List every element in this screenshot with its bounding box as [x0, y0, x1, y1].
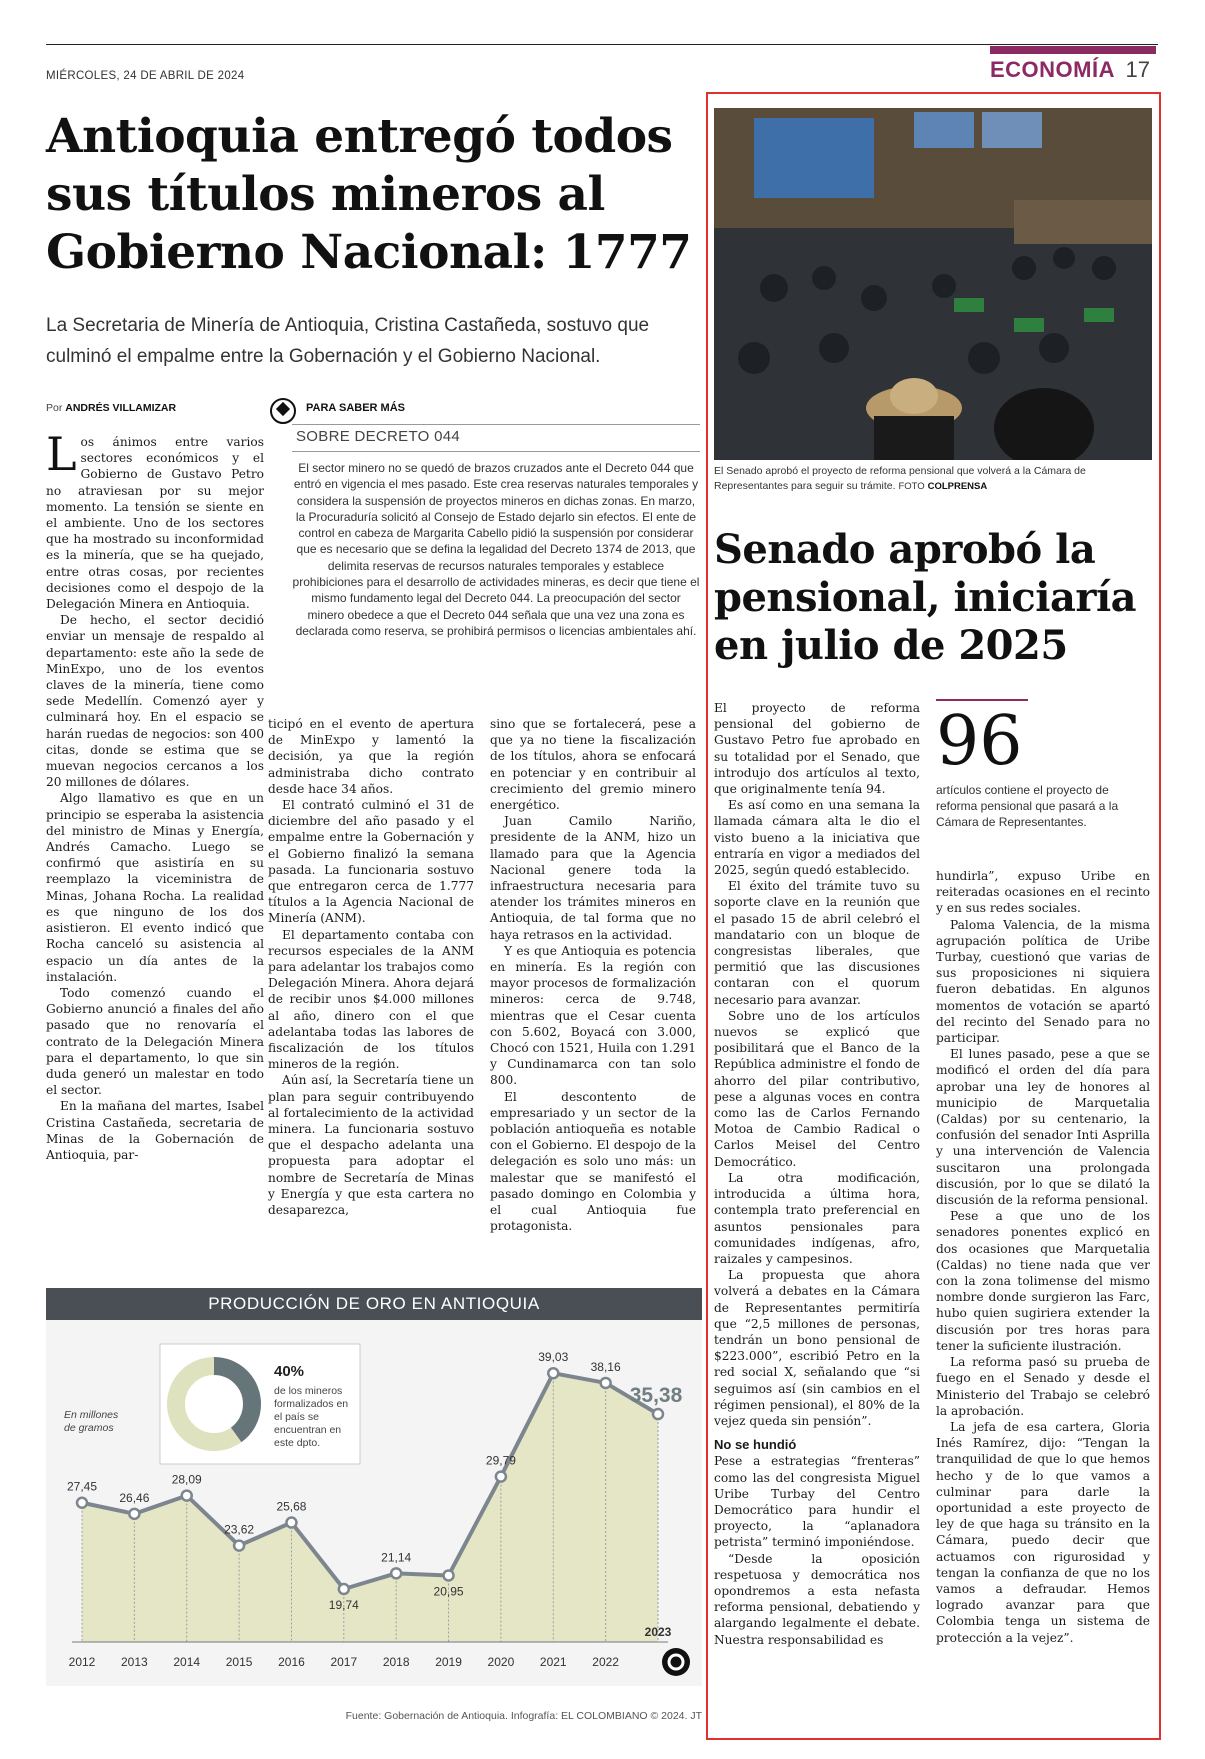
photo-credit: COLPRENSA: [927, 481, 988, 492]
subhead: No se hundió: [714, 1437, 797, 1453]
donut-text: formalizados en: [274, 1398, 349, 1410]
paragraph: La propuesta que ahora volverá a debates en la Cámara de Representantes permitiría que “2,5 millones de personas, tendrán un bono pensional de $223.000”, escribió Petro en la red social X, señalando que “si seguimos así (sin cambios en el régimen pensional), el 80% de la vejez queda sin pensión”.: [714, 1268, 920, 1428]
donut-text: este dpto.: [274, 1437, 321, 1449]
paragraph: hundirla”, expuso Uribe en reiteradas ocasiones en el recinto y en sus redes sociales.: [936, 869, 1150, 916]
x-tick-label: 2021: [539, 1655, 567, 1669]
paragraph: El proyecto de reforma pensional del gobierno de Gustavo Petro fue aprobado en su totalidad por el Senado, que introdujo dos artículos al texto, que originalmente tenía 94.: [714, 701, 920, 797]
data-label: 27,45: [66, 1479, 98, 1494]
data-label: 23,62: [224, 1522, 255, 1537]
data-label: 25,68: [276, 1499, 307, 1514]
data-label: 39,03: [538, 1350, 569, 1365]
side-column-2: [936, 868, 1150, 1646]
paragraph: El departamento contaba con recursos especiales de la ANM para adelantar los trabajos como Delegación Minera. Ahora dejará de recibir unos $4.000 millones al año, dinero con el que adelantaba todas las labores de fiscalización de los títulos mineros de la región.: [268, 927, 474, 1072]
data-label: 26,46: [119, 1490, 150, 1505]
data-point: [548, 1368, 558, 1378]
main-column-2: [268, 716, 474, 1218]
side-headline: Senado aprobó la pensional, iniciaría en julio de 2025: [714, 526, 1137, 669]
data-point: [234, 1541, 244, 1551]
publication-logo: [662, 1648, 690, 1676]
data-point: [286, 1518, 296, 1528]
main-headline: Antioquia entregó todos sus títulos mineros al Gobierno Nacional: 1777: [46, 109, 692, 280]
paragraph: Los ánimos entre varios sectores económicos y el Gobierno de Gustavo Petro no atraviesan por su mejor momento. La tensión se siente en el ambiente. Uno de los sectores que ha mostrado su inconformidad es la minería, que se ha quejado, entre otras cosas, por recientes decisiones como el despojo de la Delegación Minera en Antioquia.: [46, 427, 264, 612]
gold-production-chart: [46, 1288, 702, 1686]
paragraph: Es así como en una semana la llamada cámara alta le dio el visto bueno a la iniciativa que entraría en vigor a mediados del 2025, según quedó establecido.: [714, 798, 920, 878]
info-box-label: PARA SABER MÁS: [306, 402, 406, 414]
paragraph: El descontento de empresariado y un sector de la población antioqueña es notable con el Gobierno. El despojo de la delegación es solo uno más: un malestar que se manifestó el pasado domingo en Colombia y el cual Antioquia fue protagonista.: [490, 1089, 696, 1234]
paragraph: sino que se fortalecerá, pese a que ya no tiene la fiscalización de los títulos, ahora se enfocará en potenciar y en contribuir al crecimiento del gremio minero energético.: [490, 717, 696, 813]
paragraph: ticipó en el evento de apertura de MinExpo y lamentó la decisión, ya que la región administraba dicho contrato desde hace 34 años.: [268, 717, 474, 796]
data-label: 21,14: [381, 1550, 412, 1565]
paragraph: Todo comenzó cuando el Gobierno anunció a finales del año pasado que no renovaría el contrato de la Delegación Minera para el departamento, lo que sin duda generó un malestar en todo el sector.: [46, 985, 264, 1098]
section-accent-bar: [990, 46, 1156, 54]
section-header: [990, 46, 1156, 83]
x-tick-label: 2013: [121, 1655, 148, 1669]
paragraph: Juan Camilo Nariño, presidente de la ANM, hizo un llamado para que la Agencia Nacional genere toda la infraestructura necesaria para atender los trámites mineros en Antioquia, de tal forma que no haya retrasos en la actividad.: [490, 814, 696, 942]
data-point: [182, 1491, 192, 1501]
page-number: 17: [1125, 57, 1150, 82]
byline-author: ANDRÉS VILLAMIZAR: [65, 402, 177, 414]
paragraph: Paloma Valencia, de la misma agrupación política de Uribe Turbay, cuestionó que varias de sus proposiciones ni siquiera fueron debatidas. En algunos momentos de votación se apartó del recinto del Senado para no participar.: [936, 917, 1150, 1046]
data-point: [391, 1568, 401, 1578]
info-box-rule: [292, 424, 700, 425]
byline-prefix: Por: [46, 402, 63, 414]
photo-credit-prefix: FOTO: [898, 481, 925, 492]
paragraph: Aún así, la Secretaría tiene un plan para seguir contribuyendo al fortalecimiento de la actividad minera. La funcionaria sostuvo que el despacho adelanta una propuesta para adoptar el nombre de Secretaría de Minas y Energía y que esta cartera no desaparezca,: [268, 1073, 474, 1218]
data-label: 19,74: [328, 1597, 359, 1612]
data-label: 29,79: [485, 1453, 516, 1468]
x-tick-label: 2015: [225, 1655, 253, 1669]
donut-text: el país se: [274, 1411, 319, 1423]
paragraph: De hecho, el sector decidió enviar un mensaje de respaldo al departamento: este año la sede de MinExpo, uno de los eventos claves de la minería, tiene como sede Medellín. Comenzó ayer y culminará hoy. En el espacio se harán ruedas de negocios: son 400 citas, donde se estima que se muevan negocios cercanos a los 20 millones de dólares.: [46, 613, 264, 790]
photo-caption: [714, 464, 1152, 494]
data-point: [444, 1570, 454, 1580]
paragraph: Y es que Antioquia es potencia en minería. Es la región con mayor procesos de formalización mineros: cerca de 9.748, mientras que el Cesar cuenta con 5.602, Boyacá con 3.000, Chocó con 1521, Huila con 1.291 y Cundinamarca con tan solo 800.: [490, 943, 696, 1088]
paragraph: La otra modificación, introducida a última hora, contempla trato preferencial en asuntos pensionales para comunidades indígenas, afro, raizales y campesinos.: [714, 1170, 920, 1266]
info-box-rule: [292, 451, 700, 452]
section-name: ECONOMÍA: [990, 57, 1115, 82]
paragraph: La reforma pasó su prueba de fuego en el Senado y desde el Ministerio del Trabajo se celebró la aprobación.: [936, 1355, 1150, 1418]
data-point: [653, 1409, 663, 1419]
data-label: 20,95: [433, 1584, 464, 1599]
edition-date: MIÉRCOLES, 24 DE ABRIL DE 2024: [46, 70, 245, 82]
x-tick-label: 2022: [592, 1655, 619, 1669]
paragraph: “Desde la oposición respetuosa y democrática nos opondremos a esta nefasta reforma pensional, debatiendo y alargando legalmente el debate. Nuestra responsabilidad es: [714, 1551, 920, 1647]
data-point: [129, 1509, 139, 1519]
x-tick-label: 2018: [382, 1655, 410, 1669]
x-tick-label: 2017: [330, 1655, 358, 1669]
stat-caption: artículos contiene el proyecto de reforma pensional que pasará a la Cámara de Representantes.: [936, 783, 1119, 829]
donut-percent: 40%: [274, 1363, 305, 1380]
byline: [46, 402, 176, 414]
paragraph: En la mañana del martes, Isabel Cristina Castañeda, secretaria de Minas de la Gobernación de Antioquia, par-: [46, 1099, 264, 1162]
data-point: [77, 1498, 87, 1508]
x-tick-label: 2020: [487, 1655, 515, 1669]
side-column-1: [714, 700, 920, 1648]
chart-canvas: [46, 1320, 702, 1686]
main-deck: La Secretaria de Minería de Antioquia, Cristina Castañeda, sostuvo que culminó el empalme entre la Gobernación y el Gobierno Nacional.: [46, 315, 650, 367]
y-axis-label: de gramos: [64, 1422, 114, 1434]
paragraph: Pese a estrategias “frenteras” como las del congresista Miguel Uribe Turbay del Centro Democrático para hundir el proyecto, la “aplanadora petrista” terminó imponiéndose.: [714, 1454, 920, 1550]
paragraph: Pese a que uno de los senadores ponentes explicó en dos ocasiones que Marquetalia (Caldas) no tiene nada que ver con la zona tolimense del mismo nombre donde surgieron las Farc, hubo quien sugiriera extender la discusión por tres horas para tener la suficiente ilustración.: [936, 1209, 1150, 1353]
data-point: [601, 1378, 611, 1388]
stat-accent-bar: [936, 699, 1028, 701]
paragraph: La jefa de esa cartera, Gloria Inés Ramírez, dijo: “Tengan la tranquilidad de que lo que hemos hecho y de lo que vamos a culminar para darle la oportunidad a este proyecto de ley de que haga su tránsito en la Cámara, puedo decir que actuamos con rigurosidad y tengan la confianza de que no los vamos a defraudar. Hemos logrado avanzar para que Colombia tenga un sistema de protección a la vejez”.: [936, 1419, 1150, 1645]
data-label: 35,38: [629, 1384, 683, 1408]
paragraph: El contrató culminó el 31 de diciembre del año pasado y el empalme entre la Gobernación y el Gobierno finalizó la semana pasada. La funcionaria sostuvo que entregaron cerca de 1.777 títulos a la Agencia Nacional de Minería (ANM).: [268, 798, 474, 926]
stat-number: 96: [936, 702, 1023, 781]
data-label: 28,09: [171, 1472, 202, 1487]
chart-title: PRODUCCIÓN DE ORO EN ANTIOQUIA: [46, 1288, 702, 1320]
paragraph: El lunes pasado, pese a que se modificó el orden del día para aprobar una ley de honores al municipio de Marquetalia (Caldas) por su centenario, la confusión del senador Inti Asprilla y una intervención de Valencia suscitaron una prolongada discusión, por lo que se dilató la discusión de la reforma pensional.: [936, 1047, 1150, 1208]
senate-photo-illustration: [714, 108, 1152, 460]
senate-photo: [714, 108, 1152, 460]
data-point: [496, 1472, 506, 1482]
paragraph: Sobre uno de los artículos nuevos se explicó que posibilitará que el Banco de la República administre el fondo de ahorro del pilar contributivo, pese a algunas voces en contra como las de Carlos Fernando Motoa de Cambio Radical o Carlos Meisel del Centro Democrático.: [714, 1008, 920, 1169]
pin-icon: [270, 398, 296, 424]
paragraph: Algo llamativo es que en un principio se esperaba la asistencia del ministro de Minas y Energía, Andrés Camacho. Luego se confirmó que asistiría en su reemplazo la viceministra de Minas, Johana Rocha. La realidad es que ninguno de los dos asistieron. El evento indicó que Rocha canceló su asistencia al espacio un día antes de la instalación.: [46, 791, 264, 984]
x-tick-label: 2019: [435, 1655, 462, 1669]
x-tick-label: 2016: [278, 1655, 305, 1669]
donut-text: de los mineros: [274, 1385, 343, 1397]
info-box-title: SOBRE DECRETO 044: [296, 428, 461, 445]
main-column-3: [490, 716, 696, 1235]
top-rule: [46, 44, 1158, 45]
main-column-1: [46, 427, 264, 1163]
x-tick-label: 2012: [68, 1655, 96, 1669]
info-box-body: El sector minero no se quedó de brazos cruzados ante el Decreto 044 que entró en vigencia el mes pasado. Este crea reservas naturales temporales y considera la suspensión de proyectos mineros en dichas zonas. En marzo, la Procuraduría solicitó al Consejo de Estado dejarlo sin efectos. El ente de control en cabeza de Margarita Cabello pidió la suspensión por considerar que es necesario que se defina la legalidad del Decreto 1374 de 2013, que delimita reservas de recursos naturales temporales y establece prohibiciones para el desarrollo de actividades mineras, es decir que tiene el mismo fundamento legal del Decreto 044. La preocupación del sector minero obedece a que el Decreto 044 señala que una vez una zona es declarada como reserva, se prohibirá permisos o licencias ambientales ahí.: [292, 461, 700, 638]
chart-source: Fuente: Gobernación de Antioquia. Infografía: EL COLOMBIANO © 2024. JT: [345, 1710, 702, 1722]
data-label: 38,16: [590, 1359, 621, 1374]
x-tick-label: 2014: [173, 1655, 201, 1669]
data-point: [339, 1584, 349, 1594]
donut-text: encuentran en: [274, 1424, 342, 1436]
paragraph: El éxito del trámite tuvo su soporte clave en la reunión que el pasado 15 de abril celebró el mandatario con un bloque de congresistas liberales, que permitió que las discusiones contaran con el quorum necesario para avanzar.: [714, 879, 920, 1007]
x-tick-label: 2023: [644, 1625, 672, 1639]
photo-caption-text: El Senado aprobó el proyecto de reforma pensional que volverá a la Cámara de Representantes para seguir su trámite.: [714, 465, 1086, 492]
y-axis-label: En millones: [64, 1409, 119, 1421]
